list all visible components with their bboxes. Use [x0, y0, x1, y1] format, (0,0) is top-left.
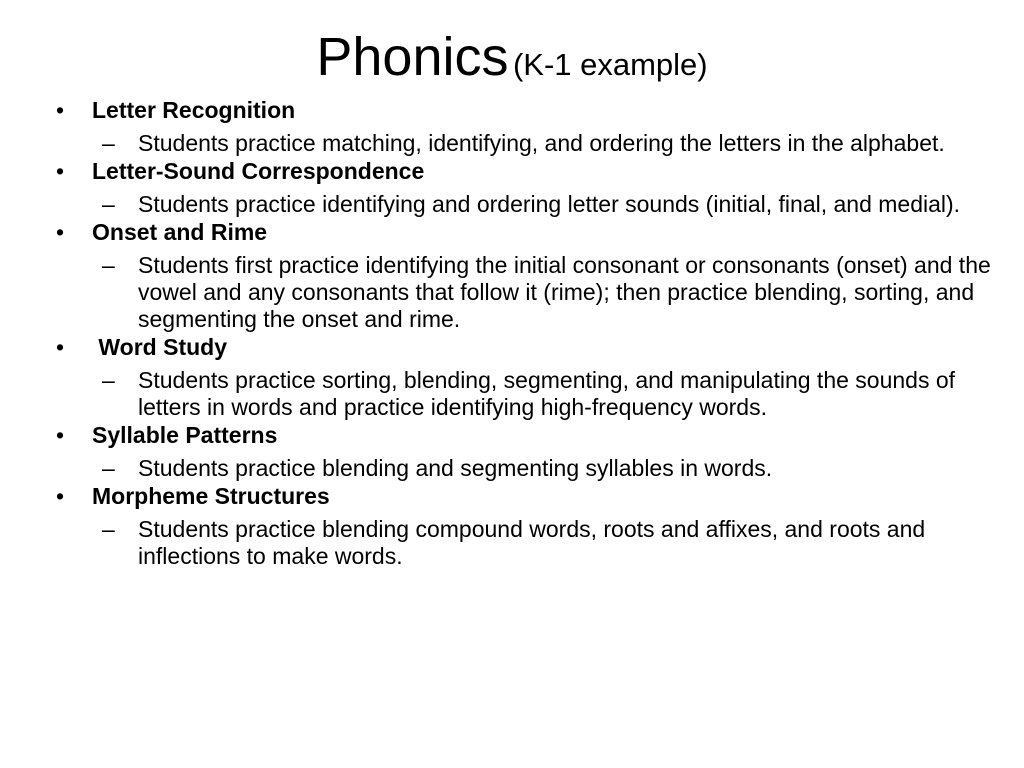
sub-bullet	[56, 191, 996, 218]
bullet-icon: •	[56, 422, 65, 448]
title-main: Phonics	[316, 27, 509, 87]
dash-icon: –	[102, 455, 115, 481]
title-subtitle: (K-1 example)	[512, 47, 708, 82]
bullet-icon: •	[56, 334, 65, 360]
bullet-icon: •	[56, 97, 65, 123]
bullet-icon: •	[56, 483, 65, 509]
bullet-icon: •	[56, 158, 65, 184]
dash-icon: –	[102, 367, 115, 393]
detail-text: Students practice identifying and ordering letter sounds (initial, final, and medial).	[138, 191, 961, 217]
bullet-icon: •	[56, 219, 65, 245]
sub-bullet	[56, 252, 996, 333]
list-item	[56, 421, 996, 482]
dash-icon: –	[102, 516, 115, 542]
bullet-list	[56, 96, 996, 570]
list-item	[56, 96, 996, 157]
slide-title	[0, 27, 1024, 87]
bullet-heading	[56, 96, 996, 124]
heading-text: Word Study	[92, 334, 228, 360]
bullet-heading	[56, 157, 996, 185]
bullet-heading	[56, 333, 996, 361]
list-item	[56, 333, 996, 421]
bullet-heading	[56, 482, 996, 510]
detail-text: Students practice blending compound words, roots and affixes, and roots and inflections to make words.	[138, 516, 926, 569]
sub-bullet	[56, 516, 996, 570]
heading-text: Letter-Sound Correspondence	[92, 158, 425, 184]
dash-icon: –	[102, 252, 115, 278]
heading-text: Onset and Rime	[92, 219, 268, 245]
heading-text: Syllable Patterns	[92, 422, 278, 448]
sub-bullet	[56, 455, 996, 482]
list-item	[56, 218, 996, 333]
sub-bullet	[56, 130, 996, 157]
heading-text: Letter Recognition	[92, 97, 296, 123]
dash-icon: –	[102, 191, 115, 217]
detail-text: Students practice matching, identifying, and ordering the letters in the alphabet.	[138, 130, 945, 156]
bullet-heading	[56, 421, 996, 449]
detail-text: Students practice sorting, blending, segmenting, and manipulating the sounds of letters in words and practice identifying high-frequency words.	[138, 367, 956, 420]
detail-text: Students first practice identifying the initial consonant or consonants (onset) and the vowel and any consonants that follow it (rime); then practice blending, sorting, and segmenting the onset and rime.	[138, 252, 991, 332]
heading-text: Morpheme Structures	[92, 483, 330, 509]
sub-bullet	[56, 367, 996, 421]
bullet-heading	[56, 218, 996, 246]
dash-icon: –	[102, 130, 115, 156]
list-item	[56, 482, 996, 570]
list-item	[56, 157, 996, 218]
detail-text: Students practice blending and segmenting syllables in words.	[138, 455, 773, 481]
